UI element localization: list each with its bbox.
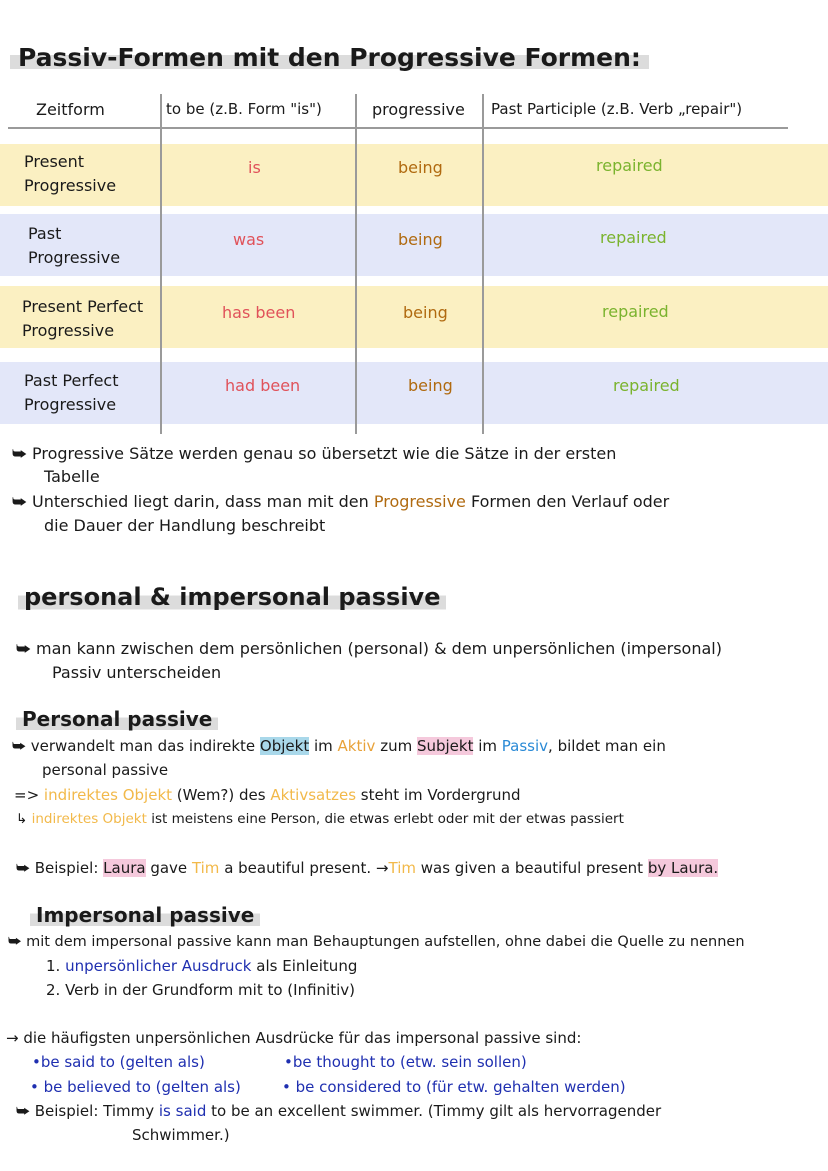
tense-label: Present [24, 152, 85, 171]
note-text: Schwimmer.) [132, 1126, 230, 1144]
table-row [24, 369, 118, 417]
page-title: Passiv-Formen mit den Progressive Formen: [10, 44, 649, 72]
table-header-to-be: to be (z.B. Form "is") [166, 100, 322, 118]
note-line [16, 807, 624, 831]
subsection-heading: Personal passive [16, 706, 218, 732]
list-item [46, 954, 357, 978]
note-text: (Wem?) des [172, 786, 271, 804]
highlight-tim: Tim [388, 859, 416, 877]
implies-arrow-icon: => [14, 786, 40, 804]
note-text: steht im Vordergrund [356, 786, 521, 804]
note-arrow-icon: ⮩ [12, 444, 27, 463]
to-be-cell: had been [225, 376, 301, 395]
note-text: 1. [46, 957, 66, 975]
table-row [28, 222, 120, 270]
tense-label: Past Perfect [24, 371, 119, 390]
note-text: man kann zwischen dem persönlichen (personal) & dem unpersönlichen (impersonal) [35, 639, 722, 658]
note-text: im [309, 737, 338, 755]
participle-cell: repaired [600, 228, 667, 247]
note-arrow-icon: ⮩ [16, 859, 30, 877]
list-item: • be considered to (für etw. gehalten werden) [282, 1078, 626, 1096]
note-text: Progressive Sätze werden genau so übersetzt wie die Sätze in der ersten [31, 444, 617, 463]
participle-cell: repaired [596, 156, 663, 175]
table-column-divider [160, 94, 162, 434]
note-arrow-icon: ⮩ [16, 1102, 30, 1120]
table-header-zeitform: Zeitform [36, 100, 105, 119]
highlight-passiv: Passiv [501, 737, 549, 755]
progressive-cell: being [408, 376, 453, 395]
table-header-divider [8, 127, 788, 129]
note-text: mit dem impersonal passive kann man Behauptungen aufstellen, ohne dabei die Quelle zu nennen [26, 934, 745, 950]
table-row [22, 295, 143, 343]
tense-label: Progressive [22, 321, 115, 340]
progressive-cell: being [403, 303, 448, 322]
table-header-progressive: progressive [372, 100, 465, 119]
example-line [16, 1099, 661, 1123]
progressive-cell: being [398, 158, 443, 177]
table-header-past-participle: Past Participle (z.B. Verb „repair") [491, 100, 743, 118]
highlight-aktiv: Aktiv [337, 737, 376, 755]
return-arrow-icon: ↳ [16, 811, 28, 827]
note-text: personal passive [42, 761, 169, 779]
note-text: zum [375, 737, 417, 755]
note-arrow-icon: ⮩ [8, 934, 22, 950]
highlight-indirektes-objekt: indirektes Objekt [27, 811, 147, 827]
note-text: , bildet man ein [548, 737, 666, 755]
tense-label: Progressive [28, 248, 121, 267]
tense-label: Progressive [24, 395, 117, 414]
participle-cell: repaired [602, 302, 669, 321]
highlight-unpersoenlicher-ausdruck: unpersönlicher Ausdruck [65, 957, 252, 975]
note-text: Beispiel: [34, 859, 104, 877]
progressive-cell: being [398, 230, 443, 249]
highlight-progressive: Progressive [373, 492, 466, 511]
list-item: 2. Verb in der Grundform mit to (Infinitiv) [46, 981, 355, 999]
list-item: • be believed to (gelten als) [30, 1078, 241, 1096]
to-be-cell: has been [222, 303, 296, 322]
tense-label: Past [28, 224, 62, 243]
note-text: als Einleitung [251, 957, 358, 975]
subsection-heading: Impersonal passive [30, 902, 260, 928]
note-text: a beautiful present. → [219, 859, 389, 877]
note-text: Formen den Verlauf oder [465, 492, 670, 511]
highlight-subjekt: Subjekt [416, 737, 474, 755]
note-arrow-icon: ⮩ [12, 737, 26, 755]
to-be-cell: is [248, 158, 261, 177]
note-text: gave [145, 859, 192, 877]
to-be-cell: was [233, 230, 265, 249]
table-row [24, 150, 116, 198]
note-line [12, 490, 669, 514]
note-line [12, 734, 666, 758]
highlight-indirektes-objekt: indirektes Objekt [39, 786, 173, 804]
note-text: ist meistens eine Person, die etwas erlebt oder mit der etwas passiert [146, 811, 624, 827]
note-line [6, 1026, 581, 1050]
note-text: die Dauer der Handlung beschreibt [44, 516, 326, 535]
note-text: to be an excellent swimmer. (Timmy gilt als hervorragender [206, 1102, 662, 1120]
note-text: was given a beautiful present [415, 859, 648, 877]
note-text: Beispiel: Timmy [34, 1102, 159, 1120]
table-column-divider [482, 94, 484, 434]
highlight-by-laura: by Laura. [647, 859, 719, 877]
note-text: verwandelt man das indirekte [30, 737, 260, 755]
highlight-objekt: Objekt [259, 737, 310, 755]
highlight-aktivsatzes: Aktivsatzes [270, 786, 357, 804]
section-heading: personal & impersonal passive [18, 582, 446, 612]
arrow-icon: → [6, 1029, 19, 1047]
highlight-tim: Tim [191, 859, 220, 877]
note-text: Passiv unterscheiden [52, 663, 222, 682]
note-text: Unterschied liegt darin, dass man mit den [31, 492, 374, 511]
example-line [16, 856, 718, 880]
highlight-is-said: is said [158, 1102, 207, 1120]
note-line [8, 930, 745, 954]
note-arrow-icon: ⮩ [12, 492, 27, 511]
participle-cell: repaired [613, 376, 680, 395]
note-arrow-icon: ⮩ [16, 639, 31, 658]
note-line [16, 637, 722, 661]
list-item: •be thought to (etw. sein sollen) [284, 1053, 527, 1071]
tense-label: Present Perfect [22, 297, 144, 316]
note-text: die häufigsten unpersönlichen Ausdrücke für das impersonal passive sind: [23, 1029, 582, 1047]
tense-label: Progressive [24, 176, 117, 195]
note-line [14, 783, 520, 807]
note-text: im [473, 737, 502, 755]
highlight-laura: Laura [103, 859, 146, 877]
note-line [12, 442, 616, 466]
table-column-divider [355, 94, 357, 434]
list-item: •be said to (gelten als) [32, 1053, 205, 1071]
note-text: Tabelle [44, 467, 100, 486]
